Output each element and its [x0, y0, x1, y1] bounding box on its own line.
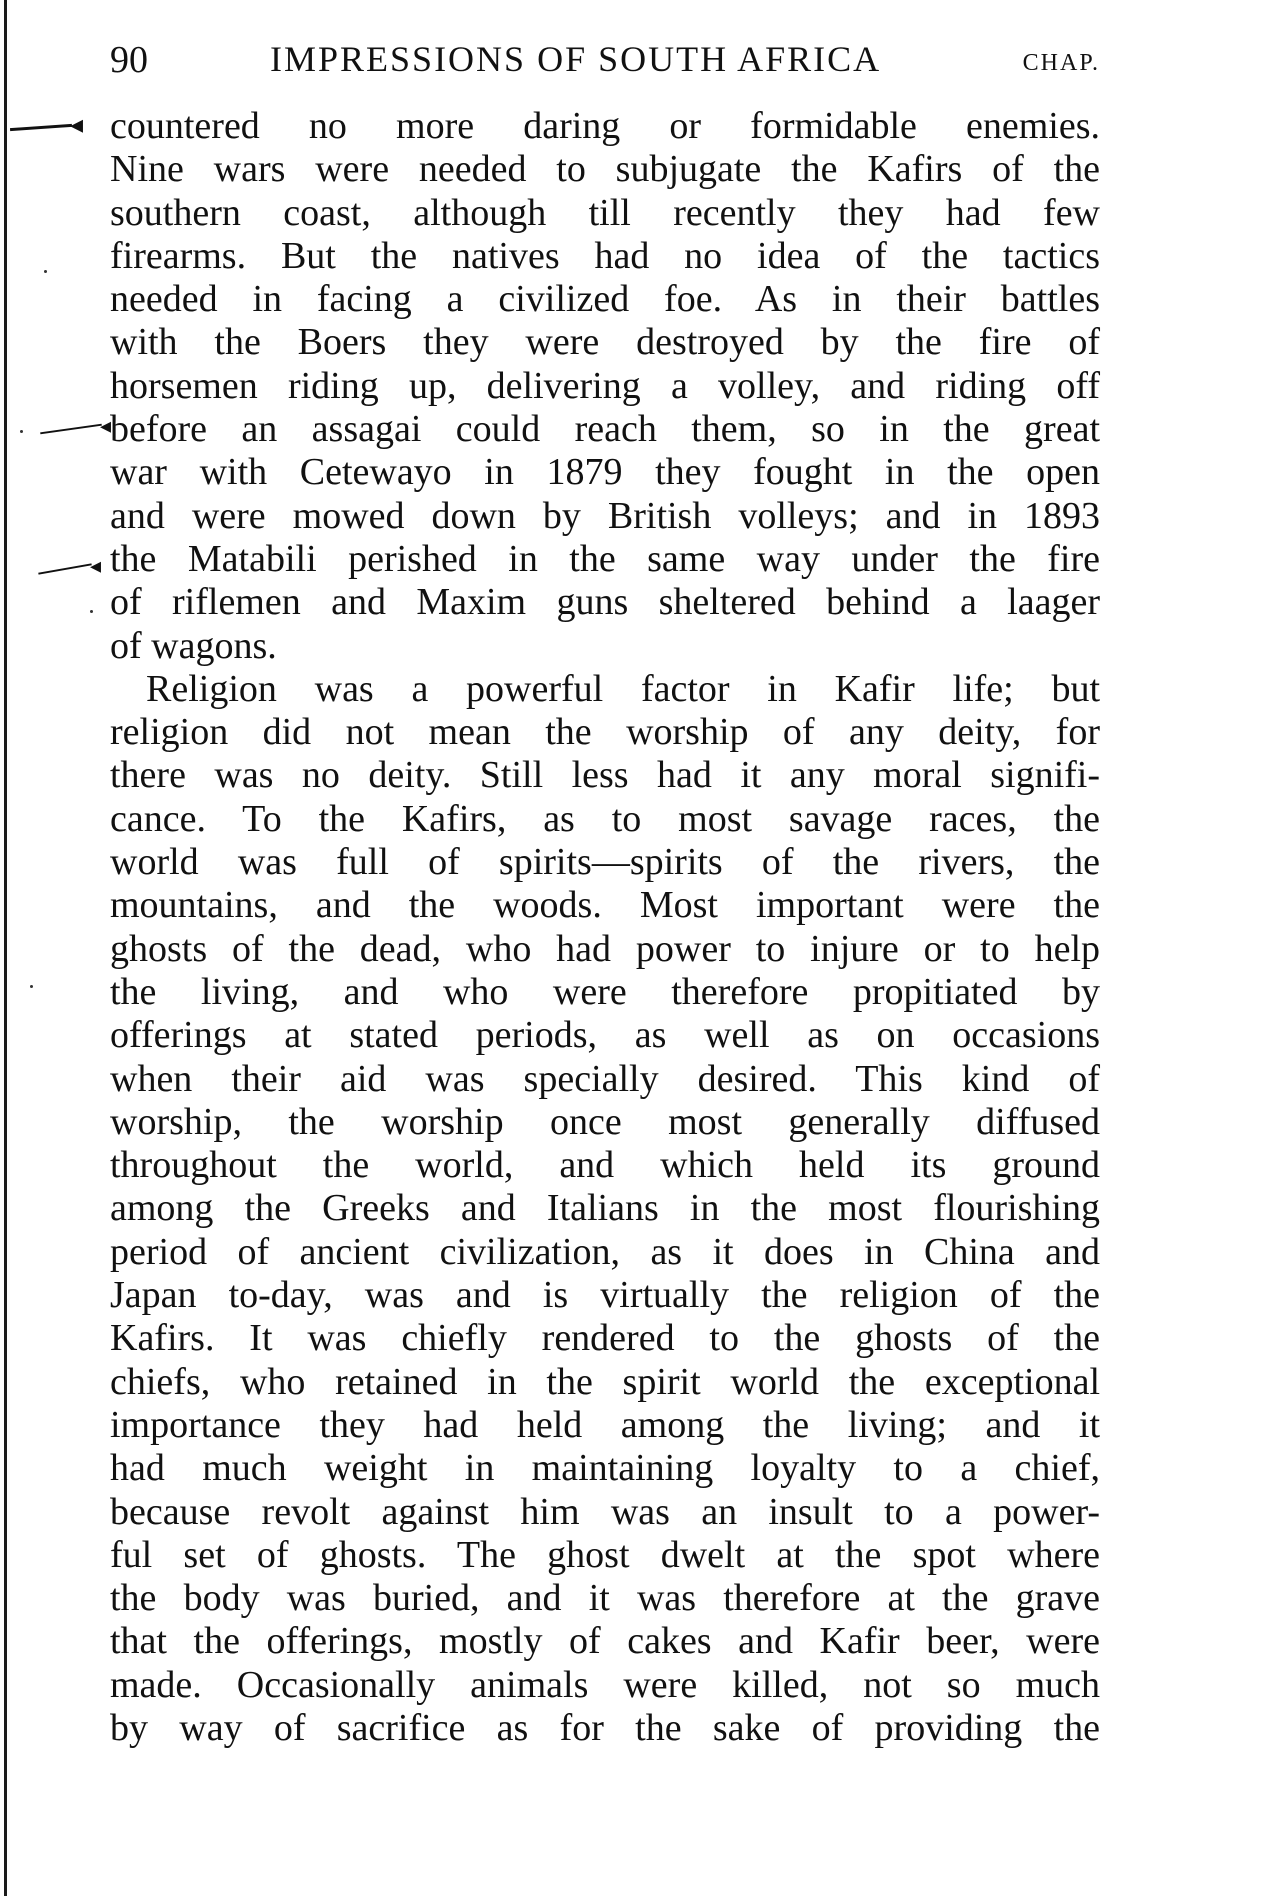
- margin-speck: [20, 430, 23, 433]
- page-number: 90: [110, 39, 148, 81]
- text-line: with the Boers they were destroyed by the fire of: [110, 321, 1100, 364]
- text-line: by way of sacrifice as for the sake of providing the: [110, 1706, 1100, 1749]
- text-line: chiefs, who retained in the spirit world the exceptional: [110, 1360, 1100, 1403]
- text-line: had much weight in maintaining loyalty to a chief,: [110, 1447, 1100, 1490]
- text-line: offerings at stated periods, as well as on occasions: [110, 1014, 1100, 1057]
- text-line: and were mowed down by British volleys; and in 1893: [110, 494, 1100, 537]
- text-line: the body was buried, and it was therefore at the grave: [110, 1577, 1100, 1620]
- text-line: world was full of spirits—spirits of the rivers, the: [110, 841, 1100, 884]
- body-text: [110, 105, 1100, 1750]
- text-line: ful set of ghosts. The ghost dwelt at the spot where: [110, 1533, 1100, 1576]
- text-line: the living, and who were therefore propitiated by: [110, 970, 1100, 1013]
- text-line: cance. To the Kafirs, as to most savage races, the: [110, 797, 1100, 840]
- text-line: period of ancient civilization, as it does in China and: [110, 1230, 1100, 1273]
- text-line: there was no deity. Still less had it any moral signifi-: [110, 754, 1100, 797]
- text-line: Nine wars were needed to subjugate the Kafirs of the: [110, 148, 1100, 191]
- text-line: ghosts of the dead, who had power to injure or to help: [110, 927, 1100, 970]
- text-line: when their aid was specially desired. This kind of: [110, 1057, 1100, 1100]
- text-line: that the offerings, mostly of cakes and Kafir beer, were: [110, 1620, 1100, 1663]
- margin-speck: [30, 985, 33, 988]
- text-line: of wagons.: [110, 624, 277, 667]
- text-line: mountains, and the woods. Most important were the: [110, 884, 1100, 927]
- text-line: of riflemen and Maxim guns sheltered behind a laager: [110, 581, 1100, 624]
- margin-speck: [90, 610, 93, 613]
- chapter-label: CHAP.: [1022, 50, 1100, 76]
- text-line: Japan to-day, was and is virtually the religion of the: [110, 1274, 1100, 1317]
- page-edge-rule: [4, 0, 7, 1896]
- text-line: countered no more daring or formidable enemies.: [110, 105, 1100, 147]
- text-line: made. Occasionally animals were killed, not so much: [110, 1663, 1100, 1706]
- text-line: worship, the worship once most generally diffused: [110, 1100, 1100, 1143]
- text-line: firearms. But the natives had no idea of the tactics: [110, 234, 1100, 277]
- text-line: before an assagai could reach them, so in the great: [110, 408, 1100, 451]
- margin-speck: [44, 270, 47, 273]
- text-line: because revolt against him was an insult to a power-: [110, 1490, 1100, 1533]
- text-line: Religion was a powerful factor in Kafir life; but: [146, 667, 1100, 710]
- text-line: importance they had held among the living; and it: [110, 1403, 1100, 1446]
- page-header: [110, 38, 1100, 88]
- text-line: Kafirs. It was chiefly rendered to the ghosts of the: [110, 1317, 1100, 1360]
- text-line: among the Greeks and Italians in the most flourishing: [110, 1187, 1100, 1230]
- running-title: IMPRESSIONS OF SOUTH AFRICA: [270, 39, 882, 79]
- text-line: throughout the world, and which held its ground: [110, 1144, 1100, 1187]
- text-line: horsemen riding up, delivering a volley, and riding off: [110, 364, 1100, 407]
- text-line: southern coast, although till recently they had few: [110, 191, 1100, 234]
- text-line: needed in facing a civilized foe. As in their battles: [110, 278, 1100, 321]
- text-line: war with Cetewayo in 1879 they fought in the open: [110, 451, 1100, 494]
- text-line: religion did not mean the worship of any deity, for: [110, 711, 1100, 754]
- text-line: the Matabili perished in the same way under the fire: [110, 537, 1100, 580]
